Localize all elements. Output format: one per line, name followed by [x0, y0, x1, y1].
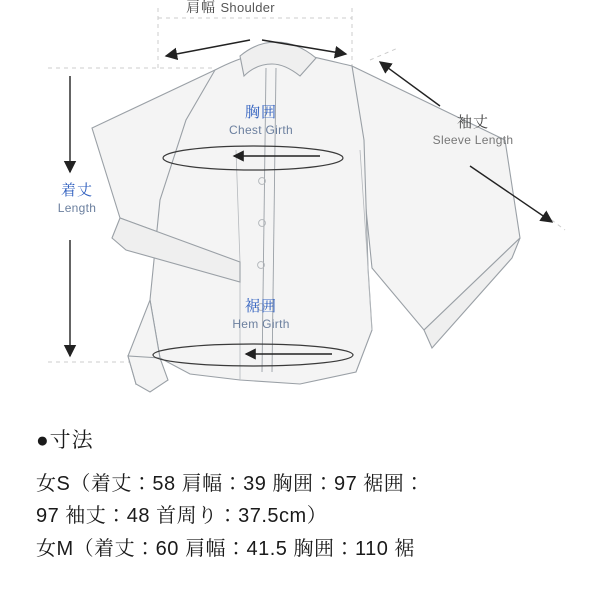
size-line: 97 袖丈：48 首周り：37.5cm） [36, 505, 328, 528]
label-length [38, 182, 116, 216]
dimensions-text-block [36, 424, 584, 565]
label-shoulder-jp: 肩幅 [186, 0, 216, 15]
label-chest-jp: 胸囲 [244, 104, 277, 121]
label-chest-en: Chest Girth [229, 122, 293, 137]
label-sleeve-jp: 袖丈 [456, 114, 489, 131]
size-line: 女M（着丈：60 肩幅：41.5 胸囲：110 裾 [36, 537, 415, 560]
label-hem-girth [196, 298, 326, 332]
label-sleeve-length [413, 114, 533, 148]
label-length-jp: 着丈 [60, 182, 93, 199]
label-shoulder [186, 0, 275, 18]
label-shoulder-en: Shoulder [220, 0, 275, 15]
label-hem-jp: 裾囲 [244, 298, 277, 315]
label-hem-en: Hem Girth [232, 316, 290, 331]
dimensions-title: ●寸法 [36, 429, 94, 452]
label-sleeve-en: Sleeve Length [432, 132, 514, 147]
size-line: 女S（着丈：58 肩幅：39 胸囲：97 裾囲： [36, 473, 425, 495]
label-length-en: Length [57, 200, 97, 215]
label-chest-girth [196, 104, 326, 138]
shirt-shape [92, 42, 520, 392]
shoulder-arrow-left [166, 40, 250, 56]
